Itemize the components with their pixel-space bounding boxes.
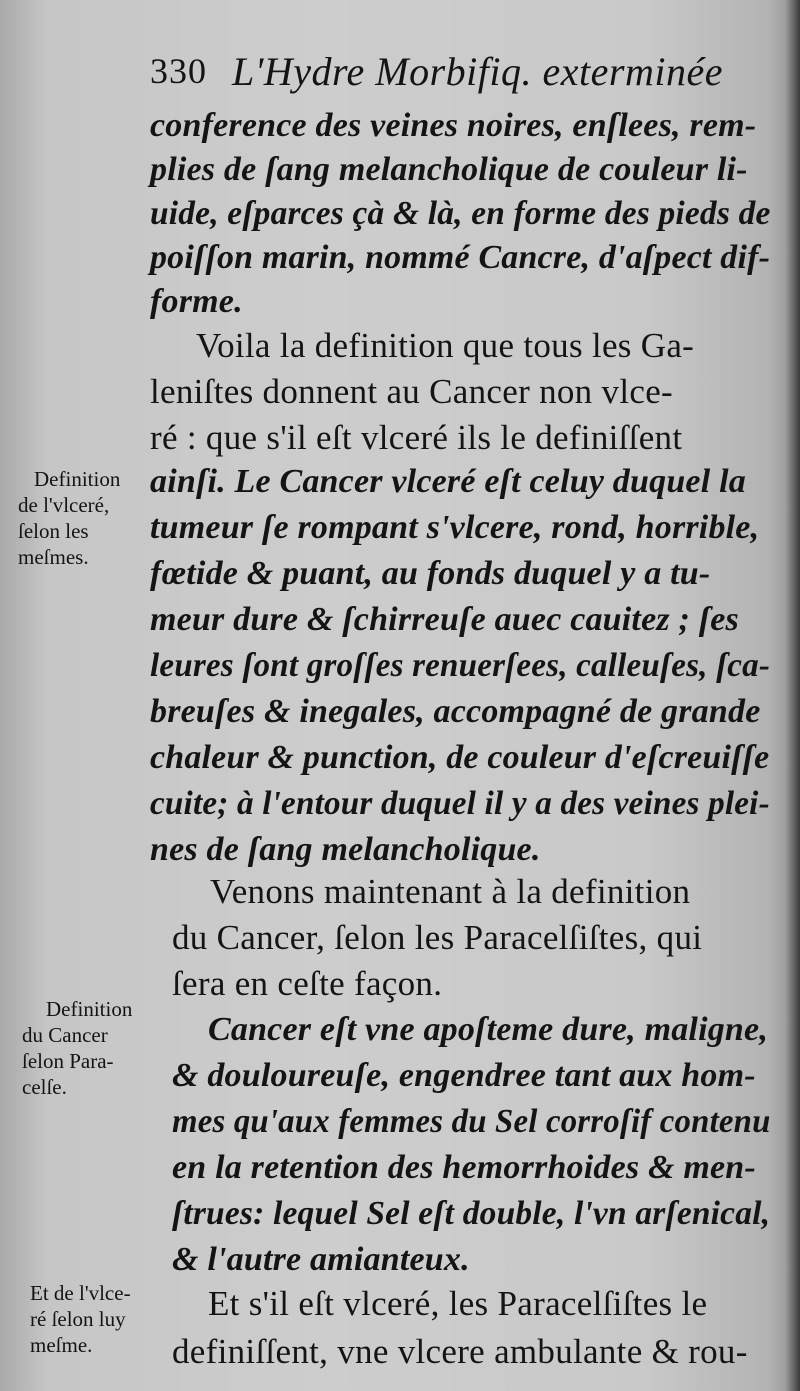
- text-line: en la retention des hemorrhoides & men-: [172, 1149, 756, 1186]
- margin-note-line: Definition: [34, 467, 121, 491]
- text-line: ſtrues: lequel Sel eſt double, l'vn arſenical,: [172, 1195, 771, 1232]
- text-line: du Cancer, ſelon les Paracelſiſtes, qui: [172, 918, 703, 957]
- text-line: mes qu'aux femmes du Sel corroſif contenu: [172, 1103, 771, 1140]
- text-line: & douloureuſe, engendree tant aux hom-: [172, 1057, 756, 1094]
- margin-note-line: celſe.: [22, 1075, 67, 1099]
- margin-note-definition-ulcere: [18, 466, 120, 570]
- text-line: Voila la definition que tous les Ga-: [196, 326, 695, 365]
- margin-note-line: Et de l'vlce-: [30, 1281, 131, 1305]
- text-line: Et s'il eſt vlceré, les Paracelſiſtes le: [208, 1284, 708, 1323]
- text-line: & l'autre amianteux.: [172, 1241, 470, 1278]
- text-line: ré : que s'il eſt vlceré ils le definiſſent: [150, 418, 683, 457]
- margin-note-line: meſme.: [30, 1333, 93, 1357]
- margin-note-line: ré ſelon luy: [30, 1307, 126, 1331]
- text-line: leures ſont groſſes renuerſees, calleuſes, ſca-: [150, 647, 771, 684]
- text-line: chaleur & punction, de couleur d'eſcreuiſſe: [150, 739, 770, 776]
- text-line: definiſſent, vne vlcere ambulante & rou-: [172, 1332, 748, 1371]
- margin-note-line: Definition: [46, 997, 133, 1021]
- text-line: plies de ſang melancholique de couleur li-: [150, 151, 748, 188]
- margin-note-line: de l'vlceré,: [18, 493, 110, 517]
- text-line: poiſſon marin, nommé Cancre, d'aſpect dif-: [150, 239, 771, 276]
- text-line: nes de ſang melancholique.: [150, 831, 541, 868]
- running-header: [150, 44, 770, 100]
- text-line: fœtide & puant, au fonds duquel y a tu-: [150, 555, 711, 592]
- text-line: ainſi. Le Cancer vlceré eſt celuy duquel la: [150, 463, 746, 500]
- text-line: leniſtes donnent au Cancer non vlce-: [150, 372, 673, 411]
- text-line: cuite; à l'entour duquel il y a des veines plei-: [150, 785, 770, 822]
- margin-note-line: ſelon Para-: [22, 1049, 114, 1073]
- text-line: breuſes & inegales, accompagné de grande: [150, 693, 761, 730]
- page-edge-shadow: [786, 0, 800, 1391]
- text-line: uide, eſparces çà & là, en forme des pieds de: [150, 195, 771, 232]
- text-line: Venons maintenant à la definition: [210, 872, 691, 911]
- text-line: tumeur ſe rompant s'vlcere, rond, horrible,: [150, 509, 760, 546]
- text-line: conference des veines noires, enſlees, rem-: [150, 107, 757, 144]
- margin-note-line: ſelon les: [18, 519, 89, 543]
- margin-note-definition-paracelse: [22, 996, 132, 1100]
- margin-note-line: du Cancer: [22, 1023, 108, 1047]
- running-title: L'Hydre Morbifiq. exterminée: [232, 49, 723, 94]
- text-line: meur dure & ſchirreuſe auec cauitez ; ſes: [150, 601, 739, 638]
- margin-note-line: meſmes.: [18, 545, 89, 569]
- text-line: forme.: [150, 283, 243, 320]
- page-number: 330: [150, 51, 207, 91]
- margin-note-ulcere-selon-luy: [30, 1280, 131, 1358]
- page-body-text: [150, 100, 770, 1391]
- text-line: Cancer eſt vne apoſteme dure, maligne,: [208, 1011, 769, 1048]
- text-line: ſera en ceſte façon.: [172, 964, 443, 1003]
